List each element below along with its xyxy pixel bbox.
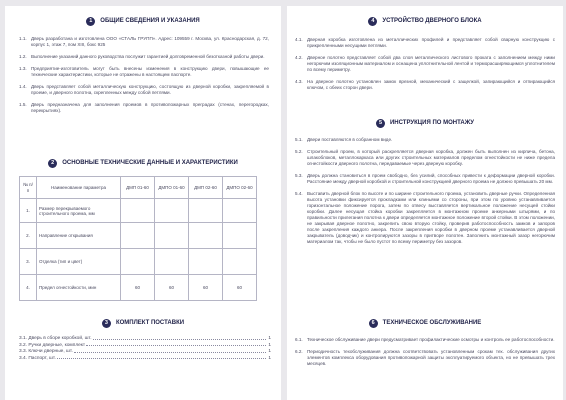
list-item — [295, 349, 555, 367]
section-number-badge: 4 — [368, 17, 377, 26]
section-title: ОСНОВНЫЕ ТЕХНИЧЕСКИЕ ДАННЫЕ И ХАРАКТЕРИСТИКИ — [62, 160, 238, 166]
table-cell: 4. — [20, 275, 37, 301]
item-text: Дверная коробка изготовлена из металлических профилей и представляет собой сварную конструкцию с прикрепленными несущими петлями. — [307, 37, 555, 48]
column-header: ДМПО 02-60 — [223, 177, 257, 199]
list-item — [295, 137, 555, 143]
item-text: Дверь разработана и изготовлена ООО «СТАЛЬ ГРУПП». Адрес: 109559 г. Москва, ул. Краснодарская, д. 72, корпус 1, этаж 7, пом XIII, бокс 925 — [31, 36, 269, 47]
section-install-header — [287, 118, 563, 128]
column-header: № п/п — [20, 177, 37, 199]
table-cell: 3. — [20, 249, 37, 275]
table-cell — [189, 199, 223, 223]
table-cell — [189, 223, 223, 249]
item-text: Дверное полотно представляет собой два слоя металлического листового проката с заполнением между ними негорючим изоляционным материалом и оснащена уплотнительной лентой и терморасширяющимся уплотнителем по всему периметру. — [307, 55, 555, 72]
table-header-row — [20, 177, 257, 199]
list-item — [19, 66, 269, 78]
item-quantity: 1 — [268, 349, 271, 355]
item-text: Предприятие-изготовитель могут быть внесены изменения в конструкцию двери, повышающие ее технические характеристики, которые не отражены в настоящем паспорте. — [31, 66, 269, 77]
table-cell — [155, 199, 189, 223]
leader-dots — [93, 339, 266, 340]
item-number: 5.1. — [295, 137, 303, 142]
section-title: ОБЩИЕ СВЕДЕНИЯ И УКАЗАНИЯ — [100, 18, 200, 24]
section-number-badge: 6 — [369, 319, 378, 328]
item-label: 3.2. Ручки дверные, комплект — [19, 342, 86, 348]
column-header: ДМПО 01-60 — [155, 177, 189, 199]
item-number: 4.2. — [295, 55, 303, 60]
table-cell — [121, 223, 155, 249]
device-list — [295, 37, 555, 91]
list-item — [295, 173, 555, 185]
item-quantity: 1 — [268, 342, 271, 348]
column-header: Наименование параметра — [37, 177, 121, 199]
list-item — [295, 79, 555, 91]
service-list — [295, 337, 555, 367]
table-cell: Размер перекрываемого строительного проема, мм — [37, 199, 121, 223]
list-item — [295, 149, 555, 167]
table-row — [20, 223, 257, 249]
item-number: 1.3. — [19, 66, 27, 71]
item-number: 4.3. — [295, 79, 303, 84]
section-title: ИНСТРУКЦИЯ ПО МОНТАЖУ — [389, 120, 475, 126]
list-item — [19, 354, 271, 360]
list-item — [19, 54, 269, 60]
item-number: 1.5. — [19, 102, 27, 107]
item-number: 5.4. — [295, 191, 303, 196]
table-cell: Отделка (тип и цвет) — [37, 249, 121, 275]
section-specs-header — [5, 158, 281, 168]
column-header: ДМП 02-60 — [189, 177, 223, 199]
item-text: Дверь предназначена для заполнения проемов в противопожарных преградах (стенах, перегородках, перекрытиях). — [31, 102, 269, 113]
list-item — [19, 36, 269, 48]
install-list — [295, 137, 555, 245]
table-cell — [223, 249, 257, 275]
kit-list — [19, 335, 271, 361]
table-cell: 1. — [20, 199, 37, 223]
item-text: Дверь представляет собой металлическую конструкцию, состоящую из дверной коробки, закрепляемой в проеме, и дверного полотна, скрепленных между собой петлями. — [31, 84, 269, 95]
item-text: Дверь должна становиться в проем свободно, без усилий, способных привести к деформации дверной коробки. Расстояние между дверной коробкой и строительной конструкцией дверного проема не должно превышать 20 мм. — [307, 173, 555, 184]
table-cell — [121, 199, 155, 223]
item-label: 3.1. Дверь в сборе коробкой, шт. — [19, 336, 92, 342]
leader-dots — [86, 345, 266, 346]
item-number: 4.1. — [295, 37, 303, 42]
item-label: 3.3. Ключи дверные, шт. — [19, 349, 73, 355]
table-row — [20, 199, 257, 223]
table-cell — [155, 223, 189, 249]
list-item — [19, 102, 269, 114]
item-number: 5.2. — [295, 149, 303, 154]
item-number: 1.1. — [19, 36, 27, 41]
item-text: Периодичность техобслуживания должна соответствовать установленным срокам тех. обслуживания других элементов комплекса оборудования противопожарной защиты эксплуатируемого объекта, но не превышать трех месяцев. — [307, 349, 555, 366]
table-cell: 60 — [223, 275, 257, 301]
list-item — [19, 84, 269, 96]
section-number-badge: 1 — [86, 17, 95, 26]
item-text: Техническое обслуживание двери предусматривает профилактические осмотры и контроль ее работоспособности. — [307, 337, 555, 342]
table-cell — [155, 249, 189, 275]
table-row — [20, 275, 257, 301]
table-cell — [121, 249, 155, 275]
item-number: 5.3. — [295, 173, 303, 178]
list-item — [295, 191, 555, 245]
leader-dots — [74, 352, 266, 353]
item-quantity: 1 — [268, 336, 271, 342]
item-number: 1.4. — [19, 84, 27, 89]
item-number: 6.1. — [295, 337, 303, 342]
table-cell — [189, 249, 223, 275]
column-header: ДМП 01-60 — [121, 177, 155, 199]
table-cell — [223, 199, 257, 223]
item-quantity: 1 — [268, 355, 271, 361]
section-general-header — [5, 16, 281, 26]
table-cell: 2. — [20, 223, 37, 249]
section-title: КОМПЛЕКТ ПОСТАВКИ — [115, 320, 185, 326]
item-number: 1.2. — [19, 54, 27, 59]
table-cell: Предел огнестойкости, мин — [37, 275, 121, 301]
general-list — [19, 36, 269, 114]
specs-table — [19, 176, 257, 301]
table-cell: Направление открывания — [37, 223, 121, 249]
list-item — [295, 37, 555, 49]
table-cell: 60 — [121, 275, 155, 301]
section-device-header — [287, 16, 563, 26]
item-number: 6.2. — [295, 349, 303, 354]
leader-dots — [57, 358, 266, 359]
item-text: Выполнение указаний данного руководства послужит гарантией долговременной безотказной работы двери. — [31, 54, 265, 59]
section-number-badge: 2 — [48, 159, 57, 168]
table-row — [20, 249, 257, 275]
left-page — [5, 6, 281, 400]
table-cell: 60 — [155, 275, 189, 301]
item-text: Строительный проем, в который раскрепляется дверная коробка, должен быть выполнен из кирпича, бетона, шлакоблоков, металлокаркаса или других строительных материалов пределом огнестойкости не ниже предела огнестойкости дверного полотна, передаваемые через дверную коробку. — [307, 149, 555, 166]
table-cell: 60 — [189, 275, 223, 301]
item-text: На дверное полотно установлен замок врезной, механический с защелкой, запирающийся и отпирающийся ключом, с обеих сторон двери. — [307, 79, 555, 90]
section-kit-header — [5, 318, 281, 328]
table-cell — [223, 223, 257, 249]
item-text: Двери поставляются в собранном виде. — [307, 137, 393, 142]
list-item — [295, 55, 555, 73]
item-text: Выставить дверной блок по высоте и по ширине строительного проема, установить дверные ручки. Определенная высота установки фиксируется прокладками или клиньями со стороны, при этом по уровню устанавливается горизонтальное положение порога, затем по отвесу выставляется вертикальное положение несущей стойки коробки. Далее несущая стойка коробки закрепляется в монтажном проеме анкерными штырями, и по правильности прилегания полотна к двери определяется монтажное положение второй стойки. В этом положении, не закрывая дверное полотно, закрепить свою вторую стойку, проверив работоспособность замков и запоров после закрепления каждого анкера. После закрепления коробки в дверном проеме устанавливается дверной закрыватель (доводчик) и контролируются зазоры в притворе полотен. Заполнить монтажный зазор негорючим материалом так, чтобы не было пустот по всему периметру без зазоров. — [307, 191, 555, 244]
item-label: 3.4. Паспорт, шт. — [19, 355, 56, 361]
section-number-badge: 3 — [102, 319, 111, 328]
section-title: УСТРОЙСТВО ДВЕРНОГО БЛОКА — [382, 18, 482, 24]
right-page — [287, 6, 563, 400]
section-service-header — [287, 318, 563, 328]
section-title: ТЕХНИЧЕСКОЕ ОБСЛУЖИВАНИЕ — [382, 320, 482, 326]
list-item — [295, 337, 555, 343]
section-number-badge: 5 — [376, 119, 385, 128]
